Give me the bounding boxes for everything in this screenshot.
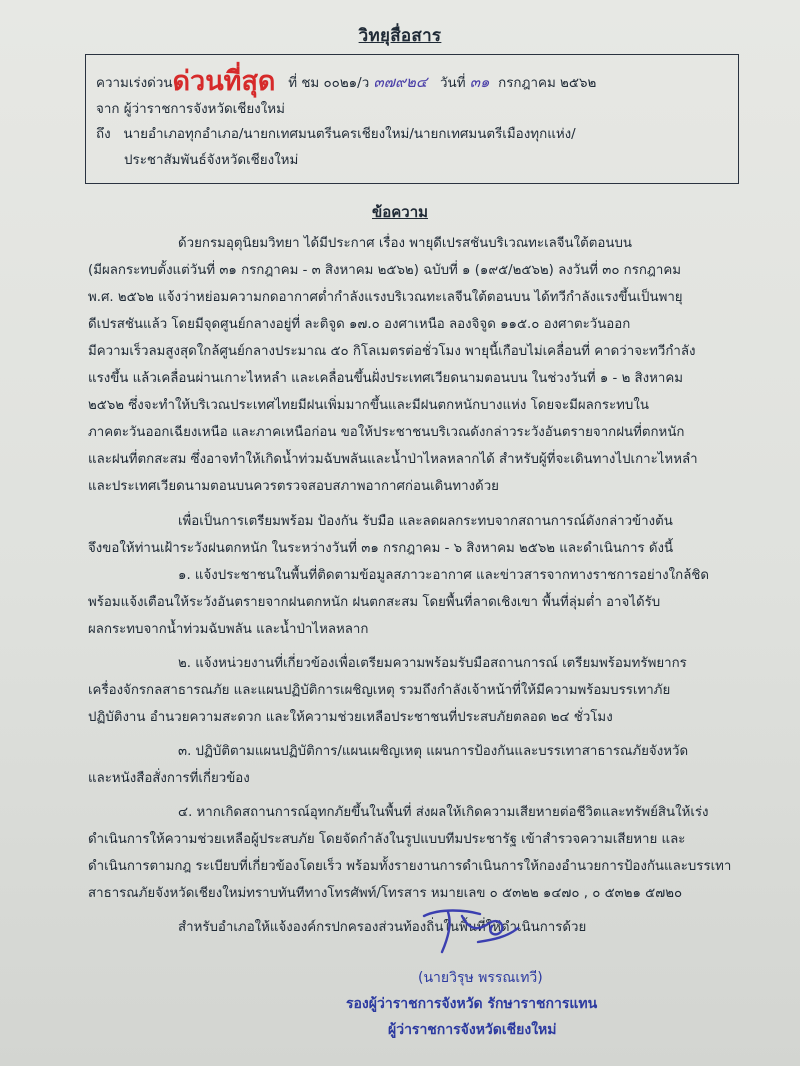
item-1-line: ๑. แจ้งประชาชนในพื้นที่ติดตามข้อมูลสภาวะอากาศ และข่าวสารจากทางราชการอย่างใกล้ชิด <box>178 568 710 583</box>
item-3-line: ๓. ปฏิบัติตามแผนปฏิบัติการ/แผนเผชิญเหตุ แผนการป้องกันและบรรเทาสาธารณภัยจังหวัด <box>178 744 689 759</box>
date-label: วันที่ <box>440 76 466 91</box>
item-4-line: ดำเนินการตามกฎ ระเบียบที่เกี่ยวข้องโดยเร็ว พร้อมทั้งรายงานการดำเนินการให้กองอำนวยการป้องกันและบรรเทา <box>88 859 732 874</box>
body-line: และประเทศเวียดนามตอนบนควรตรวจสอบสภาพอากาศก่อนเดินทางด้วย <box>88 479 499 494</box>
document-title: วิทยุสื่อสาร <box>358 26 442 46</box>
body-line: ๒๕๖๒ ซึ่งจะทำให้บริเวณประเทศไทยมีฝนเพิ่มมากขึ้นและมีฝนตกหนักบางแห่ง โดยจะมีผลกระทบใน <box>88 398 649 413</box>
to-recipients-1: นายอำเภอทุกอำเภอ/นายกเทศมนตรีนครเชียงใหม่/นายกเทศมนตรีเมืองทุกแห่ง/ <box>123 127 576 142</box>
body-line: ด้วยกรมอุตุนิยมวิทยา ได้มีประกาศ เรื่อง พายุดีเปรสชันบริเวณทะเลจีนใต้ตอนบน <box>178 236 633 251</box>
date-day-handwritten: ๓๑ <box>469 73 490 91</box>
item-1-line: พร้อมแจ้งเตือนให้ระวังอันตรายจากฝนตกหนัก ฝนตกสะสม โดยพื้นที่ลาดเชิงเขา พื้นที่ลุ่มต่ำ อาจได้รับ <box>88 595 661 610</box>
urgency-label: ความเร่งด่วน <box>96 76 173 91</box>
body-line: และฝนที่ตกสะสม ซึ่งอาจทำให้เกิดน้ำท่วมฉับพลันและน้ำป่าไหลหลากได้ สำหรับผู้ที่จะเดินทางไปเกาะไหหลำ <box>88 452 698 467</box>
from-line: จาก ผู้ว่าราชการจังหวัดเชียงใหม่ <box>96 102 285 117</box>
signer-position-2: ผู้ว่าราชการจังหวัดเชียงใหม่ <box>388 1022 557 1038</box>
item-2-line: ปฏิบัติงาน อำนวยความสะดวก และให้ความช่วยเหลือประชาชนที่ประสบภัยตลอด ๒๔ ชั่วโมง <box>88 710 613 725</box>
body-line: พ.ศ. ๒๕๖๒ แจ้งว่าหย่อมความกดอากาศต่ำกำลังแรงบริเวณทะเลจีนใต้ตอนบน ได้ทวีกำลังแรงขึ้นเป็นพายุ <box>88 290 683 305</box>
ref-label: ที่ ชม ๐๐๒๑/ว <box>288 76 370 91</box>
section-title: ข้อความ <box>371 203 429 221</box>
header-box <box>85 54 739 184</box>
signer-position-1: รองผู้ว่าราชการจังหวัด รักษาราชการแทน <box>346 996 598 1012</box>
handwritten-signature <box>418 898 522 960</box>
item-4-line: ๔. หากเกิดสถานการณ์อุทกภัยขึ้นในพื้นที่ ส่งผลให้เกิดความเสียหายต่อชีวิตและทรัพย์สินให้เร่ง <box>178 805 709 820</box>
body-line: แรงขึ้น แล้วเคลื่อนผ่านเกาะไหหลำ และเคลื่อนขึ้นฝั่งประเทศเวียดนามตอนบน ในช่วงวันที่ ๑ - ๒ สิงหาคม <box>88 371 684 386</box>
body-line: มีความเร็วลมสูงสุดใกล้ศูนย์กลางประมาณ ๕๐ กิโลเมตรต่อชั่วโมง พายุนี้เกือบไม่เคลื่อนที่ คาดว่าจะทวีกำลัง <box>88 344 696 359</box>
to-line <box>96 123 576 144</box>
date-month-year: กรกฎาคม ๒๕๖๒ <box>498 76 597 91</box>
item-4-line: ดำเนินการให้ความช่วยเหลือผู้ประสบภัย โดยจัดกำลังในรูปแบบทีมประชารัฐ เข้าสำรวจความเสียหาย และ <box>88 832 686 847</box>
to-recipients-2: ประชาสัมพันธ์จังหวัดเชียงใหม่ <box>124 153 299 168</box>
item-4-line: สาธารณภัยจังหวัดเชียงใหม่ทราบทันทีทางโทรศัพท์/โทรสาร หมายเลข ๐ ๕๓๒๒ ๑๔๗๐ , ๐ ๕๓๒๑ ๕๗๒๐ <box>88 886 683 901</box>
closing-line: สำหรับอำเภอให้แจ้งองค์กรปกครองส่วนท้องถิ่นในพื้นที่ให้ดำเนินการด้วย <box>178 920 587 935</box>
item-1-line: ผลกระทบจากน้ำท่วมฉับพลัน และน้ำป่าไหลหลาก <box>88 622 369 637</box>
body-line: จึงขอให้ท่านเฝ้าระวังฝนตกหนัก ในระหว่างวันที่ ๓๑ กรกฎาคม - ๖ สิงหาคม ๒๕๖๒ และดำเนินการ ดังนี้ <box>88 541 674 556</box>
signer-name: (นายวิรุษ พรรณเทวี) <box>418 970 543 986</box>
body-line: เพื่อเป็นการเตรียมพร้อม ป้องกัน รับมือ และลดผลกระทบจากสถานการณ์ดังกล่าวข้างต้น <box>178 514 673 529</box>
body-line: ภาคตะวันออกเฉียงเหนือ และภาคเหนือก่อน ขอให้ประชาชนบริเวณดังกล่าวระวังอันตรายจากฝนที่ตกหนัก <box>88 425 685 440</box>
item-2-line: ๒. แจ้งหน่วยงานที่เกี่ยวข้องเพื่อเตรียมความพร้อมรับมือสถานการณ์ เตรียมพร้อมทรัพยากร <box>178 656 687 671</box>
item-2-line: เครื่องจักรกลสาธารณภัย และแผนปฏิบัติการเผชิญเหตุ รวมถึงกำลังเจ้าหน้าที่ให้มีความพร้อมบรรเทาภัย <box>88 683 671 698</box>
body-line: (มีผลกระทบตั้งแต่วันที่ ๓๑ กรกฎาคม - ๓ สิงหาคม ๒๕๖๒) ฉบับที่ ๑ (๑๙๕/๒๕๖๒) ลงวันที่ ๓๐ กรกฎาคม <box>88 263 681 278</box>
to-label: ถึง <box>96 127 111 142</box>
ref-number-handwritten: ๓๗๙๒๔ <box>373 73 428 91</box>
urgency-stamp: ด่วนที่สุด <box>172 66 276 97</box>
body-line: ดีเปรสชันแล้ว โดยมีจุดศูนย์กลางอยู่ที่ ละติจูด ๑๗.๐ องศาเหนือ ลองจิจูด ๑๑๕.๐ องศาตะวันออก <box>88 317 631 332</box>
urgency-line <box>96 59 596 102</box>
item-3-line: และหนังสือสั่งการที่เกี่ยวข้อง <box>88 771 250 786</box>
